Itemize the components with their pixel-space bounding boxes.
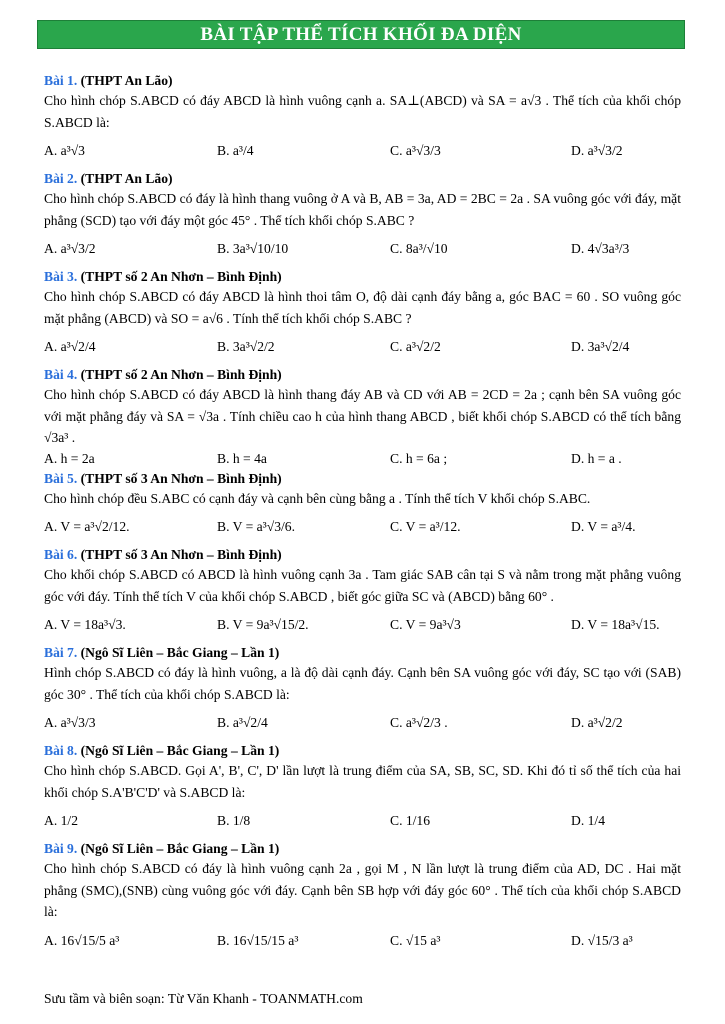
option-d[interactable]: D. V = a³/4.	[571, 519, 636, 534]
problem-8	[44, 741, 681, 839]
option-a[interactable]: A. 1/2	[44, 813, 78, 828]
problem-source: (Ngô Sĩ Liên – Bắc Giang – Lần 1)	[80, 645, 280, 660]
problem-source: (Ngô Sĩ Liên – Bắc Giang – Lần 1)	[80, 841, 280, 856]
problem-number: Bài 1.	[44, 73, 78, 88]
option-d[interactable]: D. h = a .	[571, 450, 622, 466]
option-c[interactable]: C. a³√2/3 .	[390, 715, 448, 730]
option-b[interactable]: B. a³/4	[217, 143, 254, 158]
option-b[interactable]: B. 1/8	[217, 813, 251, 828]
option-c[interactable]: C. 8a³/√10	[390, 241, 448, 256]
problem-header	[44, 71, 681, 90]
problem-header	[44, 545, 681, 564]
problem-number: Bài 9.	[44, 841, 78, 856]
option-a[interactable]: A. a³√3/3	[44, 715, 96, 730]
problem-header	[44, 469, 681, 488]
problem-1	[44, 71, 681, 169]
option-a[interactable]: A. h = 2a	[44, 450, 95, 466]
problem-source: (Ngô Sĩ Liên – Bắc Giang – Lần 1)	[80, 743, 280, 758]
option-a[interactable]: A. a³√2/4	[44, 339, 96, 354]
problem-text: Cho hình chóp S.ABCD có đáy là hình thang vuông ở A và B, AB = 3a, AD = 2BC = 2a . SA vuông góc với đáy, mặt phẳng (SCD) tạo với đáy một góc 45° . Thể tích khối chóp S.ABC ?	[44, 191, 681, 228]
option-d[interactable]: D. 3a³√2/4	[571, 339, 630, 354]
problem-header	[44, 169, 681, 188]
problem-number: Bài 2.	[44, 171, 78, 186]
problem-header	[44, 267, 681, 286]
problem-source: (THPT số 3 An Nhơn – Bình Định)	[80, 470, 282, 486]
answer-options	[44, 133, 681, 169]
problem-text: Cho hình chóp đều S.ABC có cạnh đáy và cạnh bên cùng bằng a . Tính thể tích V khối chóp S.ABC.	[44, 490, 591, 506]
problem-number: Bài 8.	[44, 743, 78, 758]
problem-header	[44, 741, 681, 760]
problem-source: (THPT An Lão)	[80, 73, 173, 88]
problem-number: Bài 6.	[44, 547, 78, 562]
problem-text: Cho hình chóp S.ABCD có đáy ABCD là hình vuông cạnh a. SA⊥(ABCD) và SA = a√3 . Thể tích của khối chóp S.ABCD là:	[44, 93, 681, 130]
option-b[interactable]: B. a³√2/4	[217, 715, 268, 730]
problem-7	[44, 643, 681, 741]
option-c[interactable]: C. V = a³/12.	[390, 519, 461, 534]
problem-text: Hình chóp S.ABCD có đáy là hình vuông, a là độ dài cạnh đáy. Cạnh bên SA vuông góc với đáy, SC tạo với (SAB) góc 30° . Thể tích của khối chóp S.ABCD là:	[44, 665, 681, 702]
answer-options	[44, 705, 681, 741]
problem-text: Cho hình chóp S.ABCD có đáy là hình vuông cạnh 2a , gọi M , N lần lượt là trung điểm của AD, DC . Hai mặt phẳng (SMC),(SNB) cùng vuông góc với đáy. Cạnh bên SB hợp với đáy góc 60° . Thể tích của khối chóp S.ABCD là:	[44, 861, 681, 919]
problem-text: Cho hình chóp S.ABCD có đáy ABCD là hình thoi tâm O, độ dài cạnh đáy bằng a, góc BAC = 60 . SO vuông góc mặt phẳng (ABCD) và SO = a√6 . Tính thể tích khối chóp S.ABC ?	[44, 289, 681, 326]
option-c[interactable]: C. h = 6a ;	[390, 450, 448, 466]
problem-number: Bài 5.	[44, 470, 78, 486]
problem-number: Bài 4.	[44, 367, 78, 382]
option-b[interactable]: B. 16√15/15 a³	[217, 932, 299, 948]
option-d[interactable]: D. 4√3a³/3	[571, 241, 630, 256]
problem-source: (THPT số 3 An Nhơn – Bình Định)	[80, 547, 282, 562]
problem-text: Cho khối chóp S.ABCD có ABCD là hình vuông cạnh 3a . Tam giác SAB cân tại S và nằm trong mặt phẳng vuông góc với đáy. Tính thể tích V của khối chóp S.ABCD , biết góc giữa SC và (ABCD) bằng 60° .	[44, 567, 681, 604]
option-b[interactable]: B. V = 9a³√15/2.	[217, 617, 309, 632]
answer-options	[44, 607, 681, 643]
problem-5	[44, 469, 681, 546]
page-footer: Sưu tầm và biên soạn: Từ Văn Khanh - TOANMATH.com	[44, 991, 363, 1006]
answer-options	[44, 329, 681, 365]
option-c[interactable]: C. a³√2/2	[390, 339, 441, 354]
problem-source: (THPT số 2 An Nhơn – Bình Định)	[80, 269, 282, 284]
problem-4	[44, 365, 681, 469]
problem-header	[44, 643, 681, 662]
problem-header	[44, 365, 681, 384]
answer-options	[44, 509, 681, 545]
problem-2	[44, 169, 681, 267]
answer-options	[44, 803, 681, 839]
problem-text: Cho hình chóp S.ABCD. Gọi A', B', C', D' lần lượt là trung điểm của SA, SB, SC, SD. Khi đó tỉ số thể tích của hai khối chóp S.A'B'C'D' và S.ABCD là:	[44, 763, 681, 800]
problem-header	[44, 839, 681, 858]
option-c[interactable]: C. 1/16	[390, 813, 431, 828]
option-d[interactable]: D. √15/3 a³	[571, 932, 633, 948]
problem-6	[44, 545, 681, 643]
option-d[interactable]: D. a³√3/2	[571, 143, 623, 158]
option-d[interactable]: D. a³√2/2	[571, 715, 623, 730]
option-d[interactable]: D. 1/4	[571, 813, 605, 828]
option-b[interactable]: B. V = a³√3/6.	[217, 519, 295, 534]
answer-options	[44, 449, 681, 469]
option-b[interactable]: B. 3a³√10/10	[217, 241, 289, 256]
option-c[interactable]: C. √15 a³	[390, 932, 441, 948]
problem-list	[44, 71, 681, 959]
option-a[interactable]: A. V = 18a³√3.	[44, 617, 126, 632]
problem-text: Cho hình chóp S.ABCD có đáy ABCD là hình thang đáy AB và CD với AB = 2CD = 2a ; cạnh bên SA vuông góc với mặt phẳng đáy và SA = √3a . Tính chiều cao h của hình thang ABCD , biết khối chóp S.ABCD có thể tích bằng √3a³ .	[44, 387, 681, 445]
option-b[interactable]: B. 3a³√2/2	[217, 339, 275, 354]
problem-3	[44, 267, 681, 365]
problem-number: Bài 7.	[44, 645, 78, 660]
answer-options	[44, 923, 681, 959]
problem-source: (THPT An Lão)	[80, 171, 173, 186]
page-title-banner: BÀI TẬP THỂ TÍCH KHỐI ĐA DIỆN	[37, 20, 685, 49]
problem-number: Bài 3.	[44, 269, 78, 284]
option-d[interactable]: D. V = 18a³√15.	[571, 617, 660, 632]
option-c[interactable]: C. a³√3/3	[390, 143, 441, 158]
problem-9	[44, 839, 681, 959]
problem-source: (THPT số 2 An Nhơn – Bình Định)	[80, 367, 282, 382]
option-b[interactable]: B. h = 4a	[217, 450, 267, 466]
answer-options	[44, 231, 681, 267]
option-a[interactable]: A. a³√3/2	[44, 241, 96, 256]
option-a[interactable]: A. V = a³√2/12.	[44, 519, 130, 534]
option-a[interactable]: A. 16√15/5 a³	[44, 932, 120, 948]
option-c[interactable]: C. V = 9a³√3	[390, 617, 461, 632]
option-a[interactable]: A. a³√3	[44, 143, 85, 158]
